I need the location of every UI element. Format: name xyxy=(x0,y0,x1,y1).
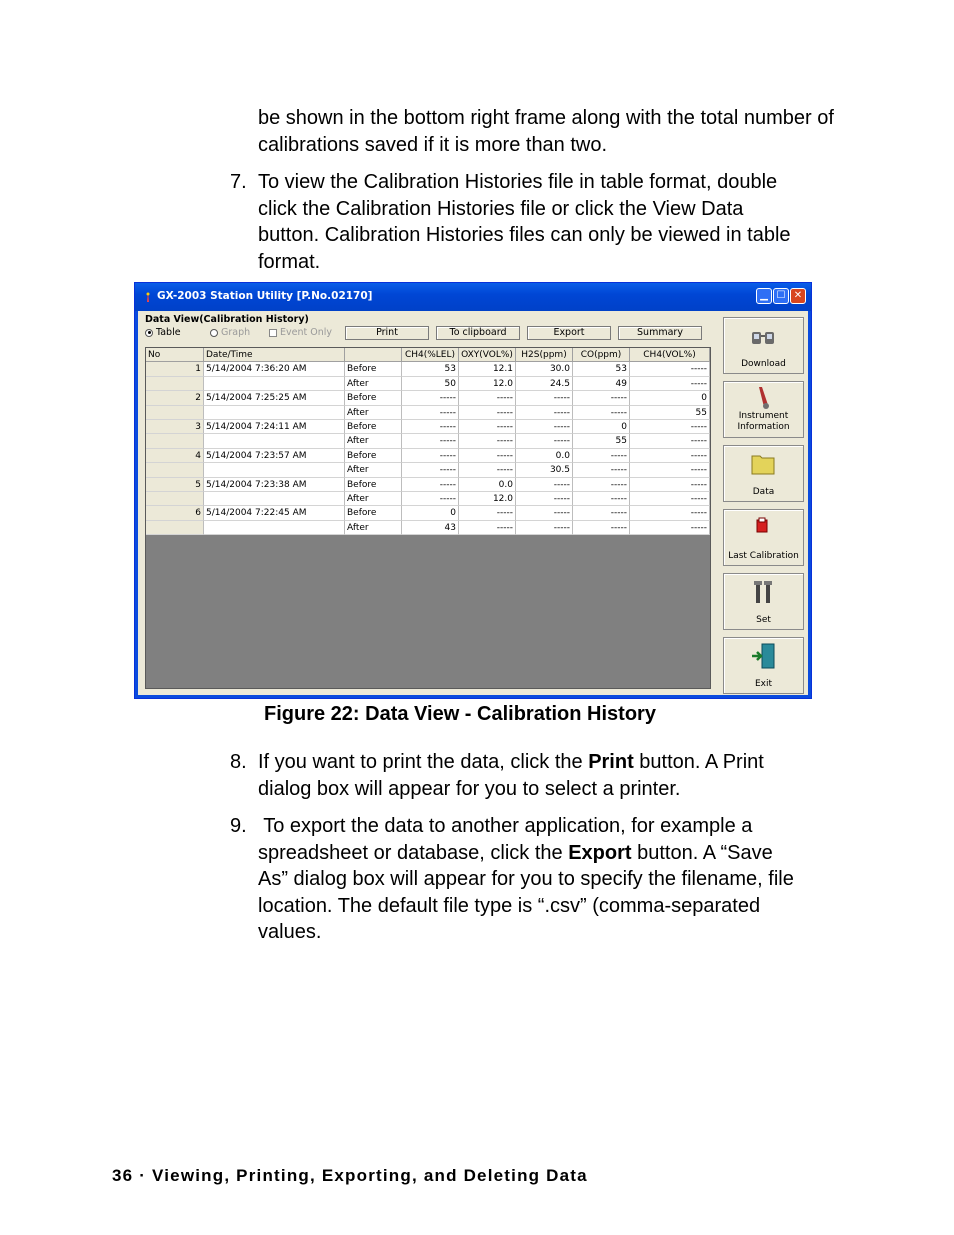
bold-run: Print xyxy=(588,751,634,773)
print-button[interactable]: Print xyxy=(345,326,429,340)
table-cell: Before xyxy=(345,391,402,405)
table-cell xyxy=(146,406,204,420)
step-number: 7. xyxy=(230,171,247,193)
table-cell: ----- xyxy=(630,521,710,535)
table-cell: ----- xyxy=(516,391,573,405)
table-cell: 30.5 xyxy=(516,463,573,477)
table-cell: 30.0 xyxy=(516,362,573,376)
table-cell: Before xyxy=(345,506,402,520)
table-cell: ----- xyxy=(573,391,630,405)
table-cell: ----- xyxy=(630,506,710,520)
table-cell: After xyxy=(345,463,402,477)
text-run: button. A Print xyxy=(633,751,764,773)
step-line: values. xyxy=(258,921,322,943)
table-cell: 5/14/2004 7:24:11 AM xyxy=(204,420,345,434)
table-cell: After xyxy=(345,377,402,391)
table-cell: ----- xyxy=(516,506,573,520)
group-label: Data View(Calibration History) xyxy=(145,314,309,325)
option-graph-label: Graph xyxy=(221,327,251,338)
table-cell: ----- xyxy=(630,377,710,391)
table-cell: ----- xyxy=(402,492,459,506)
table-row[interactable] xyxy=(146,478,710,492)
paragraph-continuation: be shown in the bottom right frame along with the total number of calibrations saved if it is more than two. xyxy=(258,107,834,156)
download-label: Download xyxy=(741,359,786,369)
download-icon xyxy=(750,326,778,348)
data-label: Data xyxy=(752,487,775,497)
instrument-icon xyxy=(750,385,778,411)
table-cell: 5/14/2004 7:25:25 AM xyxy=(204,391,345,405)
table-cell: ----- xyxy=(402,463,459,477)
table-cell: 55 xyxy=(573,434,630,448)
table-cell: Before xyxy=(345,420,402,434)
table-cell: ----- xyxy=(402,391,459,405)
step-line: location. The default file type is “.csv” (comma-separated xyxy=(258,894,761,917)
table-cell: ----- xyxy=(516,478,573,492)
text-run: spreadsheet or database, click the xyxy=(258,841,569,864)
table-cell: 5/14/2004 7:36:20 AM xyxy=(204,362,345,376)
table-row[interactable] xyxy=(146,434,710,448)
table-row[interactable] xyxy=(146,420,710,434)
summary-button[interactable]: Summary xyxy=(618,326,702,340)
step-number: 9. xyxy=(230,815,247,837)
table-header-row xyxy=(146,348,710,362)
column-header[interactable] xyxy=(345,348,402,362)
table-cell: 0.0 xyxy=(459,478,516,492)
table-cell: After xyxy=(345,406,402,420)
table-cell: ----- xyxy=(516,420,573,434)
table-cell: 2 xyxy=(146,391,204,405)
title-bar[interactable] xyxy=(135,283,811,311)
table-cell: ----- xyxy=(402,406,459,420)
table-cell: Before xyxy=(345,362,402,376)
table-row[interactable] xyxy=(146,449,710,463)
checkbox-icon[interactable] xyxy=(269,329,277,337)
bold-run: Export xyxy=(568,841,632,864)
step-line: To export the data to another application, for example a xyxy=(258,815,753,837)
table-cell: ----- xyxy=(630,449,710,463)
exit-label: Exit xyxy=(754,679,773,689)
step-line xyxy=(258,840,858,867)
table-row[interactable] xyxy=(146,492,710,506)
step-line: format. xyxy=(258,250,321,273)
table-cell: 5/14/2004 7:23:38 AM xyxy=(204,478,345,492)
table-cell: After xyxy=(345,434,402,448)
station-utility-window xyxy=(134,282,812,699)
table-cell xyxy=(204,463,345,477)
app-icon xyxy=(143,292,153,302)
table-cell: 0 xyxy=(402,506,459,520)
table-cell: ----- xyxy=(630,434,710,448)
column-header[interactable]: CH4(%LEL) xyxy=(402,348,459,362)
close-icon: ✕ xyxy=(793,290,803,301)
table-cell: ----- xyxy=(459,406,516,420)
table-cell xyxy=(204,377,345,391)
table-cell: 4 xyxy=(146,449,204,463)
step-9 xyxy=(230,813,858,946)
instrument-information-button[interactable] xyxy=(723,381,804,438)
option-table[interactable] xyxy=(145,327,181,338)
table-cell: ----- xyxy=(459,463,516,477)
table-cell: ----- xyxy=(630,478,710,492)
to-clipboard-button[interactable]: To clipboard xyxy=(436,326,520,340)
column-header[interactable]: H2S(ppm) xyxy=(516,348,573,362)
table-cell xyxy=(146,463,204,477)
table-cell: ----- xyxy=(459,434,516,448)
instrument-label: Instrument Information xyxy=(737,411,790,432)
exit-button[interactable] xyxy=(723,637,804,694)
step-8 xyxy=(230,749,858,802)
set-button[interactable] xyxy=(723,573,804,630)
table-cell xyxy=(204,521,345,535)
table-cell: ----- xyxy=(516,521,573,535)
table-cell xyxy=(146,434,204,448)
table-cell: ----- xyxy=(573,521,630,535)
download-button[interactable] xyxy=(723,317,804,374)
minimize-button[interactable] xyxy=(756,288,772,304)
last-calibration-label: Last Calibration xyxy=(728,551,799,561)
calibration-icon xyxy=(750,516,778,540)
table-row[interactable] xyxy=(146,406,710,420)
table-cell: 0 xyxy=(630,391,710,405)
table-cell xyxy=(146,377,204,391)
table-row[interactable] xyxy=(146,463,710,477)
window-border-left xyxy=(135,311,138,698)
window-title: GX-2003 Station Utility [P.No.02170] xyxy=(157,290,373,302)
close-button[interactable] xyxy=(790,288,806,304)
radio-icon[interactable] xyxy=(210,329,218,337)
column-header[interactable]: No xyxy=(146,348,204,362)
table-cell: 50 xyxy=(402,377,459,391)
table-cell: ----- xyxy=(459,506,516,520)
table-cell: ----- xyxy=(630,492,710,506)
calibration-table[interactable] xyxy=(145,347,711,689)
text-run: If you want to print the data, click the xyxy=(258,751,589,773)
table-cell: ----- xyxy=(459,420,516,434)
step-number: 8. xyxy=(230,751,247,773)
table-cell: 5/14/2004 7:23:57 AM xyxy=(204,449,345,463)
table-row[interactable] xyxy=(146,362,710,376)
option-event-only-label: Event Only xyxy=(280,327,332,338)
radio-selected-icon[interactable] xyxy=(145,329,153,337)
step-line: button. Calibration Histories files can only be viewed in table xyxy=(258,224,791,246)
table-cell: After xyxy=(345,492,402,506)
option-event-only[interactable] xyxy=(269,327,332,338)
table-cell xyxy=(204,492,345,506)
window-border-bottom xyxy=(135,695,811,698)
table-row[interactable] xyxy=(146,377,710,391)
page-footer: 36 · Viewing, Printing, Exporting, and Deleting Data xyxy=(112,1166,588,1185)
table-cell: ----- xyxy=(402,434,459,448)
table-cell: ----- xyxy=(630,362,710,376)
table-cell: 0.0 xyxy=(516,449,573,463)
table-cell: 6 xyxy=(146,506,204,520)
figure-caption: Figure 22: Data View - Calibration History xyxy=(264,703,656,725)
maximize-button[interactable] xyxy=(773,288,789,304)
table-cell: Before xyxy=(345,449,402,463)
table-cell: 24.5 xyxy=(516,377,573,391)
table-cell xyxy=(146,521,204,535)
table-cell: ----- xyxy=(573,478,630,492)
window-border-right xyxy=(808,311,811,698)
table-cell: 53 xyxy=(402,362,459,376)
table-cell: ----- xyxy=(630,463,710,477)
table-cell: 53 xyxy=(573,362,630,376)
table-cell: ----- xyxy=(459,521,516,535)
step-line: dialog box will appear for you to select a printer. xyxy=(258,777,681,800)
step-line: As” dialog box will appear for you to specify the filename, file xyxy=(258,868,794,890)
table-cell: ----- xyxy=(573,406,630,420)
maximize-icon: ☐ xyxy=(776,290,786,301)
export-button[interactable]: Export xyxy=(527,326,611,340)
table-cell: After xyxy=(345,521,402,535)
step-7 xyxy=(230,169,858,275)
table-cell: ----- xyxy=(402,478,459,492)
text-run: button. A “Save xyxy=(631,841,773,864)
table-cell: ----- xyxy=(516,406,573,420)
table-cell: ----- xyxy=(459,391,516,405)
column-header[interactable]: CH4(VOL%) xyxy=(630,348,710,362)
folder-icon xyxy=(750,450,778,476)
table-cell: ----- xyxy=(516,492,573,506)
table-cell: 3 xyxy=(146,420,204,434)
table-cell: ----- xyxy=(573,492,630,506)
set-label: Set xyxy=(756,615,771,625)
table-row[interactable] xyxy=(146,506,710,520)
table-cell: ----- xyxy=(573,449,630,463)
minimize-icon: ▁ xyxy=(760,290,768,301)
table-row[interactable] xyxy=(146,521,710,535)
column-header[interactable]: Date/Time xyxy=(204,348,345,362)
table-cell: ----- xyxy=(402,420,459,434)
table-cell xyxy=(204,406,345,420)
step-line: To view the Calibration Histories file in table format, double xyxy=(258,171,778,193)
table-cell xyxy=(146,492,204,506)
option-graph[interactable] xyxy=(210,327,250,338)
table-cell: 12.0 xyxy=(459,492,516,506)
table-cell: 1 xyxy=(146,362,204,376)
table-cell: 5/14/2004 7:22:45 AM xyxy=(204,506,345,520)
table-cell: 49 xyxy=(573,377,630,391)
table-row[interactable] xyxy=(146,391,710,405)
table-cell: 12.1 xyxy=(459,362,516,376)
tools-icon xyxy=(750,578,778,606)
step-line xyxy=(258,749,858,776)
exit-door-icon xyxy=(750,642,778,670)
table-cell: ----- xyxy=(630,420,710,434)
column-header[interactable]: CO(ppm) xyxy=(573,348,630,362)
table-cell: ----- xyxy=(573,463,630,477)
table-cell: ----- xyxy=(402,449,459,463)
table-cell: 0 xyxy=(573,420,630,434)
table-cell: 12.0 xyxy=(459,377,516,391)
step-line: click the Calibration Histories file or click the View Data xyxy=(258,197,744,220)
last-calibration-button[interactable] xyxy=(723,509,804,566)
table-cell: ----- xyxy=(459,449,516,463)
table-cell: 55 xyxy=(630,406,710,420)
table-cell xyxy=(204,434,345,448)
table-cell: 5 xyxy=(146,478,204,492)
data-button[interactable] xyxy=(723,445,804,502)
column-header[interactable]: OXY(VOL%) xyxy=(459,348,516,362)
table-cell: ----- xyxy=(516,434,573,448)
table-cell: 43 xyxy=(402,521,459,535)
table-cell: ----- xyxy=(573,506,630,520)
option-table-label: Table xyxy=(156,327,181,338)
table-cell: Before xyxy=(345,478,402,492)
